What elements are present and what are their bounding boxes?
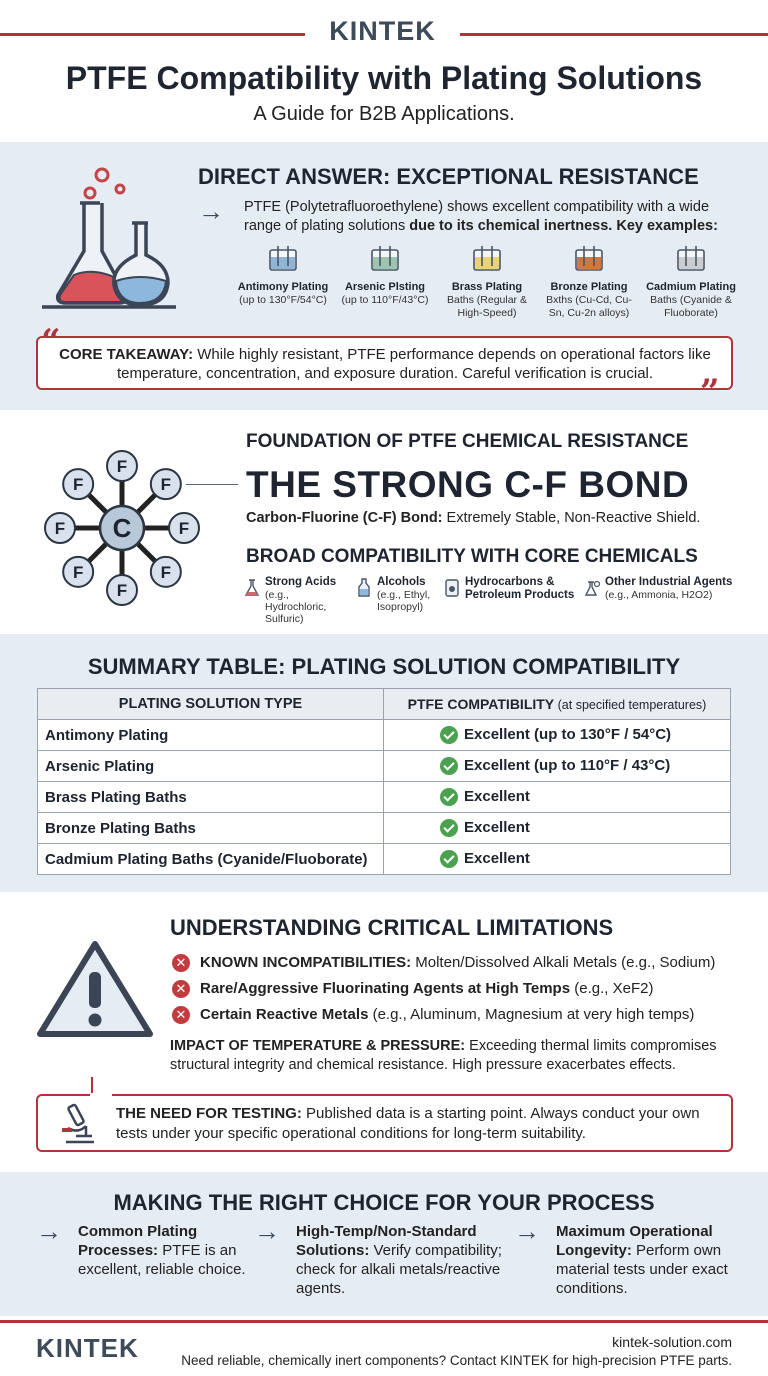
arrow-right-icon: → [198,196,224,226]
fluorine-atom [169,513,199,543]
callout-gap [90,1093,112,1097]
chemical-name: Alcohols [377,576,426,588]
header-rule-right [460,33,768,36]
molecule-connector [186,484,238,485]
bond-description: Carbon-Fluorine (C-F) Bond: Extremely Stable, Non-Reactive Shield. [246,510,701,526]
plating-bath-icon [574,244,604,272]
fluorine-atom [63,469,93,499]
svg-text:F: F [178,519,190,538]
table-row [38,844,731,875]
x-circle-icon: ✕ [172,980,190,998]
choice-text: Maximum Operational Longevity: Perform own material tests under exact conditions. [556,1223,728,1297]
compatibility-cell [384,782,731,813]
chemical-detail: (e.g., Ammonia, H2O2) [605,589,713,601]
plating-type-cell: Bronze Plating Baths [38,813,384,844]
svg-text:F: F [160,475,172,495]
chemical-icon [356,578,372,598]
plating-example-name: Brass Plating [451,281,523,293]
fluorine-atom [151,469,181,499]
plating-type-cell: Arsenic Plating [38,751,384,782]
carbon-atom [100,506,144,550]
flask-icon [36,163,181,313]
limitation-text: (e.g., XeF2) [570,980,654,997]
arrow-right-icon: → [254,1216,280,1246]
limitation-item [172,978,752,1004]
check-icon [440,757,458,775]
arrow-right-icon: → [36,1216,62,1246]
brand-logo: KINTEK [329,16,436,46]
plating-example [538,244,640,320]
direct-answer-heading: DIRECT ANSWER: EXCEPTIONAL RESISTANCE [198,164,699,189]
plating-bath-icon [676,244,706,272]
x-circle-icon: ✕ [172,954,190,972]
chemical-name: Hydrocarbons & Petroleum Products [465,576,575,601]
compatibility-note: (up to 110°F / 43°C) [529,756,671,774]
limitations-list [172,952,752,1030]
svg-text:F: F [72,475,84,495]
choice-item [254,1216,521,1298]
plating-example [436,244,538,320]
choice-text: High-Temp/Non-Standard Solutions: Verify compatibility; check for alkali metals/reactive agents. [296,1223,502,1297]
plating-examples [232,244,742,330]
choice-columns [36,1216,736,1312]
choice-item [514,1216,756,1298]
chemical-detail: (e.g., Hydrochloric, Sulfuric) [265,589,327,625]
plating-example-detail: (up to 130°F/54°C) [239,294,327,306]
plating-type-cell: Cadmium Plating Baths (Cyanide/Fluoborate) [38,844,384,875]
limitation-text: Molten/Dissolved Alkali Metals (e.g., Sodium) [411,954,716,971]
table-row [38,782,731,813]
plating-example-name: Cadmium Plating [646,281,736,293]
foundation-heading: FOUNDATION OF PTFE CHEMICAL RESISTANCE [246,431,689,452]
chemical-icon [584,578,600,598]
plating-example [640,244,742,320]
compatibility-rating: Excellent [464,818,530,836]
plating-example-detail: Baths (Cyanide & Fluoborate) [650,294,732,319]
footer-cta: Need reliable, chemically inert components? Contact KINTEK for high-precision PTFE parts. [181,1353,732,1368]
limitation-label: Certain Reactive Metals [200,1006,369,1023]
summary-heading: SUMMARY TABLE: PLATING SOLUTION COMPATIBILITY [87,654,681,679]
choice-heading: MAKING THE RIGHT CHOICE FOR YOUR PROCESS [113,1190,655,1215]
choice-text: Common Plating Processes: PTFE is an excellent, reliable choice. [78,1223,246,1278]
col-header-type: PLATING SOLUTION TYPE [38,689,384,720]
check-icon [440,788,458,806]
plating-bath-icon [472,244,502,272]
chemical-list [244,576,744,625]
page-subtitle: A Guide for B2B Applications. [253,103,515,125]
plating-bath-icon [268,244,298,272]
plating-type-cell: Antimony Plating [38,720,384,751]
plating-example-detail: Bxths (Cu-Cd, Cu-Sn, Cu-2n alloys) [546,294,632,319]
chemical-icon [444,578,460,598]
quote-open-icon: “ [41,322,61,362]
chemical-name: Strong Acids [265,576,337,588]
core-takeaway-text: CORE TAKEAWAY: While highly resistant, PTFE performance depends on operational factors like temperature, concentration, and exposure duration. Careful verification is crucial. [59,346,711,382]
table-row [38,751,731,782]
chemical-detail: (e.g., Ethyl, Isopropyl) [377,589,431,613]
fluorine-atom [63,557,93,587]
compatibility-rating: Excellent [464,849,530,867]
plating-example [334,244,436,307]
limitations-heading: UNDERSTANDING CRITICAL LIMITATIONS [170,915,614,940]
footer-rule [0,1320,768,1323]
plating-example-detail: Baths (Regular & High-Speed) [447,294,527,319]
limitation-item [172,1004,752,1030]
limitation-item [172,952,752,978]
fluorine-atom [151,557,181,587]
strong-bond-title: THE STRONG C-F BOND [246,464,690,505]
svg-text:F: F [116,581,128,600]
plating-example-detail: (up to 110°F/43°C) [341,294,429,306]
compatibility-cell [384,751,731,782]
compat-heading: BROAD COMPATIBILITY WITH CORE CHEMICALS [246,546,698,567]
arrow-right-icon: → [514,1216,540,1246]
limitation-label: KNOWN INCOMPATIBILITIES: [200,954,412,971]
limitation-label: Rare/Aggressive Fluorinating Agents at High Temps [200,980,571,997]
compatibility-cell [384,813,731,844]
compatibility-rating: Excellent [464,725,530,743]
limitation-text: (e.g., Aluminum, Magnesium at very high temps) [368,1006,695,1023]
direct-answer-text: PTFE (Polytetrafluoroethylene) shows excellent compatibility with a wide range of plating solutions due to its chemical inertness. Key examples: [244,199,718,234]
testing-text: THE NEED FOR TESTING: Published data is a starting point. Always conduct your own tests under your specific operational conditions for long-term suitability. [116,1105,700,1142]
chemical-item [244,576,348,625]
warning-icon [36,938,154,1038]
svg-text:C: C [112,513,132,543]
check-icon [440,726,458,744]
table-row [38,720,731,751]
chemical-icon [244,578,260,598]
cf-molecule-diagram [30,440,230,620]
header-rule-left [0,33,305,36]
impact-text: IMPACT OF TEMPERATURE & PRESSURE: Exceeding thermal limits compromises structural integrity and chemical resistance. High pressure exacerbates effects. [170,1038,717,1073]
compatibility-cell [384,720,731,751]
fluorine-atom [45,513,75,543]
plating-example [232,244,334,307]
plating-example-name: Antimony Plating [237,281,329,293]
svg-text:F: F [160,562,172,582]
fluorine-atom [107,575,137,605]
compatibility-rating: Excellent [464,756,530,774]
choice-item [36,1216,258,1279]
compatibility-cell [384,844,731,875]
x-circle-icon: ✕ [172,1006,190,1024]
svg-text:F: F [54,519,66,538]
chemical-item [584,576,744,601]
fluorine-atom [107,451,137,481]
svg-text:F: F [116,457,128,476]
col-header-compat: PTFE COMPATIBILITY (at specified temperatures) [384,689,731,720]
chemical-name: Other Industrial Agents [605,576,733,588]
compatibility-rating: Excellent [464,787,530,805]
microscope-icon [56,1102,98,1146]
plating-example-name: Bronze Plating [550,281,628,293]
svg-text:F: F [72,562,84,582]
footer-url[interactable]: kintek-solution.com [612,1334,732,1350]
plating-type-cell: Brass Plating Baths [38,782,384,813]
table-row [38,813,731,844]
plating-example-name: Arsenic Plsting [344,281,426,293]
footer-logo: KINTEK [36,1333,139,1363]
check-icon [440,850,458,868]
compatibility-note: (up to 130°F / 54°C) [529,725,672,743]
quote-close-icon: ” [700,372,720,412]
plating-bath-icon [370,244,400,272]
compatibility-table [37,688,731,875]
check-icon [440,819,458,837]
page-title: PTFE Compatibility with Plating Solutions [65,60,703,96]
chemical-item [444,576,580,602]
